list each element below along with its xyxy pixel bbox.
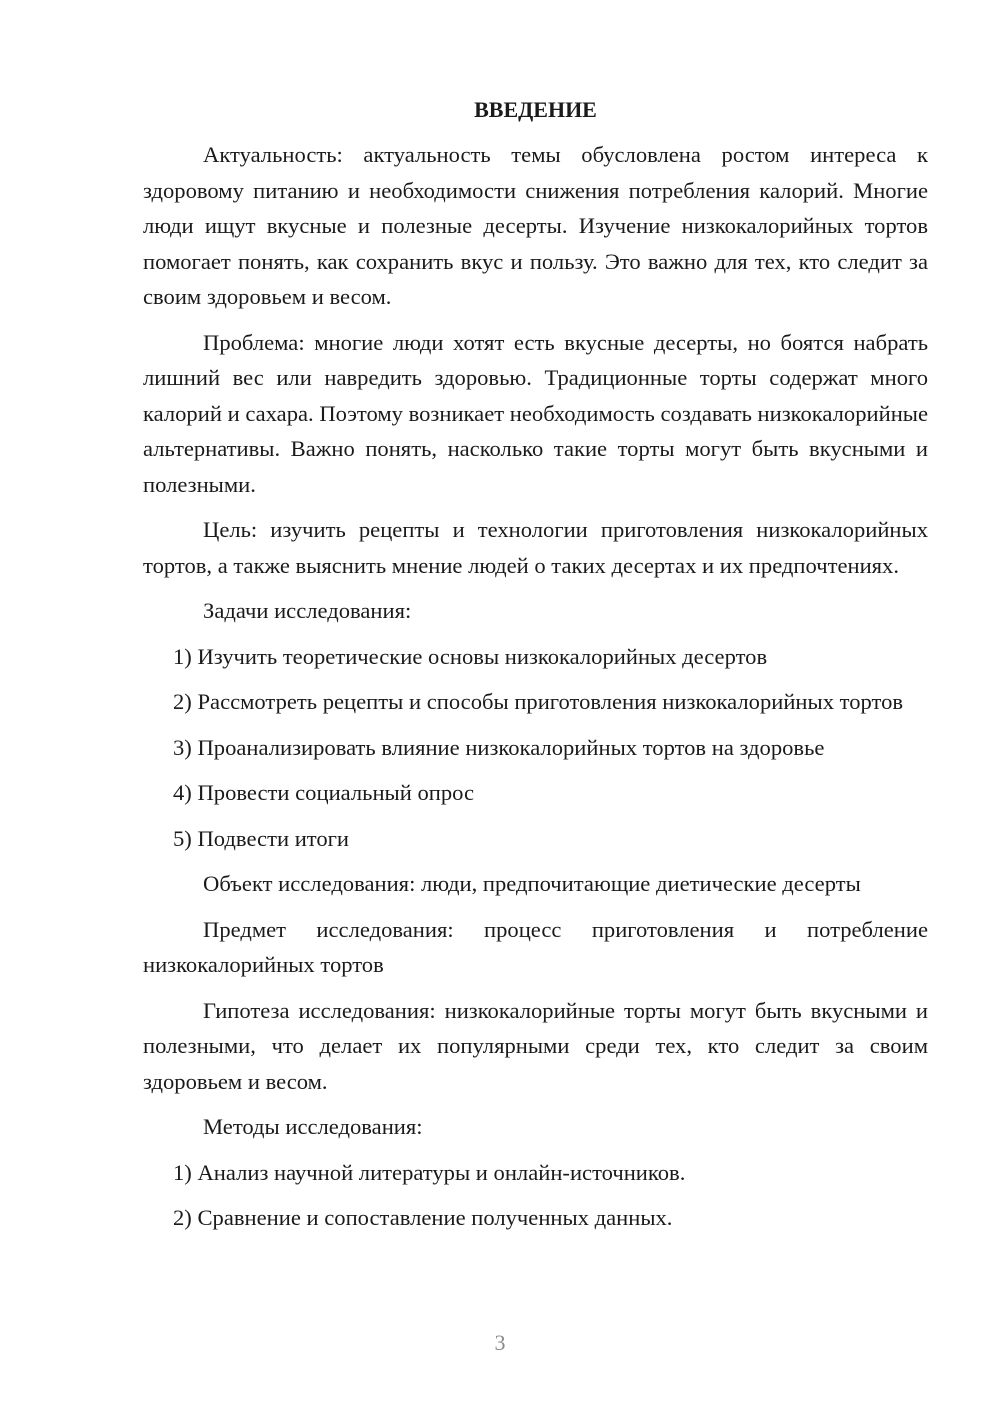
- task-item: 1) Изучить теоретические основы низкокалорийных десертов: [173, 643, 768, 669]
- method-item: 2) Сравнение и сопоставление полученных данных.: [173, 1205, 673, 1230]
- task-item: 4) Провести социальный опрос: [173, 780, 475, 805]
- paragraph-subject: Предмет исследования: процесс приготовления и потребление низкокалорийных тортов: [143, 916, 928, 977]
- methods-title: Методы исследования:: [203, 1114, 423, 1139]
- paragraph-goal: Цель: изучить рецепты и технологии приготовления низкокалорийных тортов, а также выяснить мнение людей о таких десертах и их предпочтениях.: [143, 517, 928, 578]
- paragraph-hypothesis: Гипотеза исследования: низкокалорийные торты могут быть вкусными и полезными, что делает их популярными среди тех, кто следит за своим здоровьем и весом.: [143, 997, 928, 1094]
- task-item: 3) Проанализировать влияние низкокалорийных тортов на здоровье: [173, 734, 825, 760]
- paragraph-relevance: Актуальность: актуальность темы обусловлена ростом интереса к здоровому питанию и необходимости снижения потребления калорий. Многие люди ищут вкусные и полезные десерты. Изучение низкокалорийных тортов помогает понять, как сохранить вкус и пользу. Это важно для тех, кто следит за своим здоровьем и весом.: [143, 142, 928, 309]
- paragraph-problem: Проблема: многие люди хотят есть вкусные десерты, но боятся набрать лишний вес или навредить здоровью. Традиционные торты содержат много калорий и сахара. Поэтому возникает необходимость создавать низкокалорийные альтернативы. Важно понять, насколько такие торты могут быть вкусными и полезными.: [143, 329, 928, 497]
- tasks-title: Задачи исследования:: [203, 598, 412, 623]
- task-item: 2) Рассмотреть рецепты и способы приготовления низкокалорийных тортов: [173, 689, 904, 714]
- page-heading: ВВЕДЕНИЕ: [474, 97, 597, 122]
- page-number: 3: [494, 1330, 506, 1355]
- task-item: 5) Подвести итоги: [173, 825, 350, 851]
- page-body: [143, 92, 928, 1246]
- paragraph-object: Объект исследования: люди, предпочитающие диетические десерты: [203, 871, 861, 896]
- method-item: 1) Анализ научной литературы и онлайн-источников.: [173, 1159, 686, 1185]
